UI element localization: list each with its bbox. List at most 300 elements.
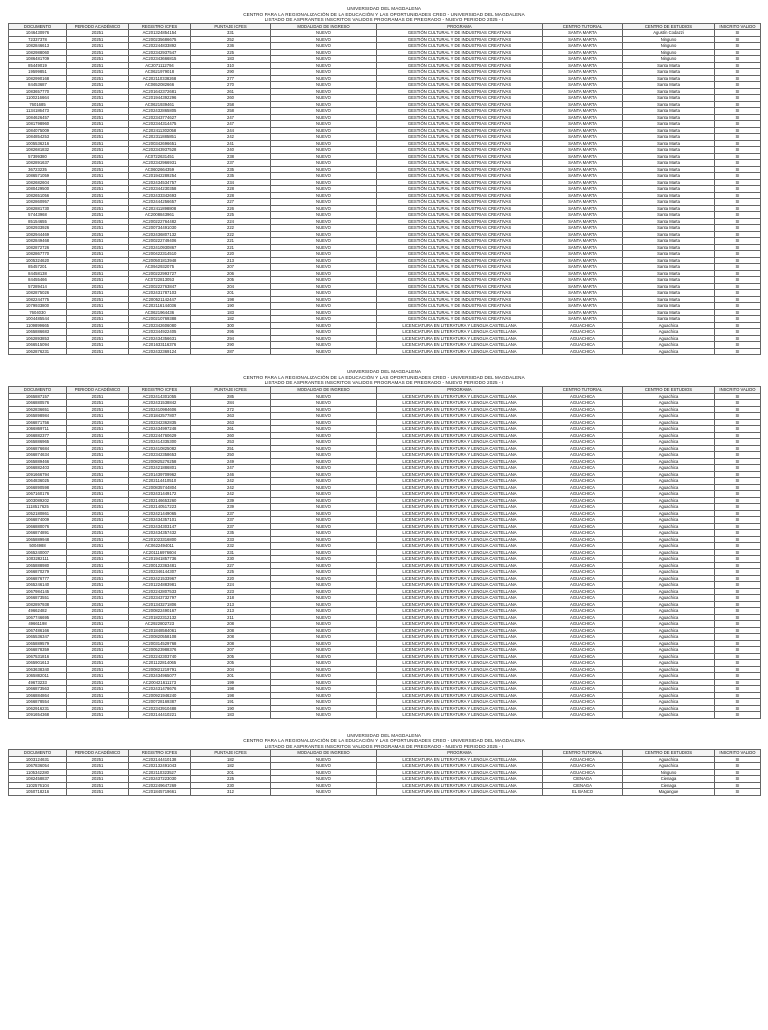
table-cell: Aguachica bbox=[623, 432, 715, 439]
table-cell: 1062893853 bbox=[9, 335, 67, 342]
table-cell: Santa Marta bbox=[623, 114, 715, 121]
table-cell: AC202249647269 bbox=[129, 782, 191, 789]
table-cell: AGUACHICA bbox=[543, 329, 623, 336]
table-cell: SI bbox=[715, 458, 761, 465]
listing-section bbox=[8, 6, 760, 355]
table-cell: NUEVO bbox=[271, 666, 377, 673]
table-cell: SANTA MARTA bbox=[543, 140, 623, 147]
table-cell: AC202344230358 bbox=[129, 186, 191, 193]
table-cell: 233 bbox=[191, 536, 271, 543]
column-header: PROGRAMA bbox=[377, 23, 543, 30]
table-cell: 20251 bbox=[67, 238, 129, 245]
table-cell: AC202431538842 bbox=[129, 400, 191, 407]
table-cell: LICENCIATURA EN LITERATURA Y LENGUA CASTELLANA bbox=[377, 712, 543, 719]
table-cell: AGUACHICA bbox=[543, 705, 623, 712]
table-cell: 1082891637 bbox=[9, 160, 67, 167]
table-cell: 182 bbox=[191, 756, 271, 763]
table-cell: SANTA MARTA bbox=[543, 82, 623, 89]
table-cell: 20251 bbox=[67, 621, 129, 628]
table-cell: AGUACHICA bbox=[543, 413, 623, 420]
header-line1: UNIVERSIDAD DEL MAGDALENA bbox=[346, 732, 422, 738]
table-cell: 20251 bbox=[67, 342, 129, 349]
section-header bbox=[8, 369, 760, 386]
table-cell: 270 bbox=[191, 82, 271, 89]
table-cell: 1084854253 bbox=[9, 134, 67, 141]
table-cell: SI bbox=[715, 173, 761, 180]
table-cell: NUEVO bbox=[271, 588, 377, 595]
table-cell: SI bbox=[715, 205, 761, 212]
table-cell: 1065901613 bbox=[9, 660, 67, 667]
table-cell: SI bbox=[715, 426, 761, 433]
table-cell: AC0621964436 bbox=[129, 309, 191, 316]
table-cell: Santa Marta bbox=[623, 218, 715, 225]
table-cell: 20251 bbox=[67, 588, 129, 595]
table-cell: Aguachica bbox=[623, 439, 715, 446]
table-cell: 1082990168 bbox=[9, 75, 67, 82]
table-cell: AC201122814065 bbox=[129, 660, 191, 667]
column-header: PERIODO ACADÉMICO bbox=[67, 387, 129, 394]
table-cell: SANTA MARTA bbox=[543, 166, 623, 173]
table-cell: GESTIÓN CULTURAL Y DE INDUSTRIAS CREATIVAS bbox=[377, 114, 543, 121]
table-cell: NUEVO bbox=[271, 601, 377, 608]
table-cell: AGUACHICA bbox=[543, 666, 623, 673]
table-cell: NUEVO bbox=[271, 647, 377, 654]
table-cell: AGUACHICA bbox=[543, 673, 623, 680]
column-header: MODALIDAD DE INGRESO bbox=[271, 750, 377, 757]
table-cell: 1082933926 bbox=[9, 225, 67, 232]
table-cell: SI bbox=[715, 647, 761, 654]
table-cell: AGUACHICA bbox=[543, 756, 623, 763]
table-cell: 236 bbox=[191, 43, 271, 50]
table-cell: 20251 bbox=[67, 517, 129, 524]
table-cell: AGUACHICA bbox=[543, 536, 623, 543]
table-cell: Aguachica bbox=[623, 497, 715, 504]
table-cell: 1082872726 bbox=[9, 244, 67, 251]
table-cell: 20251 bbox=[67, 231, 129, 238]
table-cell: 183 bbox=[191, 56, 271, 63]
table-cell: Aguachica bbox=[623, 595, 715, 602]
table-cell: 201 bbox=[191, 290, 271, 297]
table-cell: 20251 bbox=[67, 419, 129, 426]
table-cell: 20251 bbox=[67, 562, 129, 569]
table-cell: 20251 bbox=[67, 114, 129, 121]
table-cell: Santa Marta bbox=[623, 186, 715, 193]
table-cell: SI bbox=[715, 108, 761, 115]
table-cell: 1065536347 bbox=[9, 634, 67, 641]
table-cell: AC201324854154 bbox=[129, 30, 191, 37]
table-cell: 312 bbox=[191, 789, 271, 796]
column-header: PUNTAJE ICFES bbox=[191, 23, 271, 30]
table-cell: 1067486166 bbox=[9, 627, 67, 634]
table-cell: NUEVO bbox=[271, 419, 377, 426]
table-cell: LICENCIATURA EN LITERATURA Y LENGUA CASTELLANA bbox=[377, 484, 543, 491]
table-cell: AC202410825082 bbox=[129, 445, 191, 452]
table-cell: SI bbox=[715, 296, 761, 303]
table-cell: AC200222763847 bbox=[129, 283, 191, 290]
table-cell: AC2008843961 bbox=[129, 212, 191, 219]
table-cell: AC202342358653 bbox=[129, 452, 191, 459]
table-cell: Santa Marta bbox=[623, 147, 715, 154]
table-cell: 247 bbox=[191, 121, 271, 128]
table-cell: SI bbox=[715, 30, 761, 37]
table-cell: NUEVO bbox=[271, 88, 377, 95]
table-cell: 20251 bbox=[67, 439, 129, 446]
table-cell: AC200521142447 bbox=[129, 296, 191, 303]
table-cell: AC0621979018 bbox=[129, 69, 191, 76]
table-cell: 222 bbox=[191, 231, 271, 238]
table-cell: AC202431449172 bbox=[129, 491, 191, 498]
table-cell: AC202434303147 bbox=[129, 523, 191, 530]
table-cell: Santa Marta bbox=[623, 199, 715, 206]
table-cell: LICENCIATURA EN LITERATURA Y LENGUA CASTELLANA bbox=[377, 614, 543, 621]
table-cell: 225 bbox=[191, 776, 271, 783]
table-cell: 237 bbox=[191, 523, 271, 530]
table-cell: SANTA MARTA bbox=[543, 244, 623, 251]
table-cell: 242 bbox=[191, 491, 271, 498]
table-cell: AC0942932075 bbox=[129, 264, 191, 271]
table-cell: Aguachica bbox=[623, 322, 715, 329]
table-cell: 1082860957 bbox=[9, 199, 67, 206]
table-cell: NUEVO bbox=[271, 342, 377, 349]
table-cell: 20251 bbox=[67, 582, 129, 589]
table-cell: 20251 bbox=[67, 465, 129, 472]
table-cell: Santa Marta bbox=[623, 192, 715, 199]
table-cell: LICENCIATURA EN LITERATURA Y LENGUA CASTELLANA bbox=[377, 465, 543, 472]
table-cell: 20251 bbox=[67, 212, 129, 219]
table-cell: GESTIÓN CULTURAL Y DE INDUSTRIAS CREATIVAS bbox=[377, 30, 543, 37]
table-cell: LICENCIATURA EN LITERATURA Y LENGUA CASTELLANA bbox=[377, 497, 543, 504]
table-cell: GESTIÓN CULTURAL Y DE INDUSTRIAS CREATIVAS bbox=[377, 49, 543, 56]
table-cell: 20251 bbox=[67, 43, 129, 50]
table-cell: 20251 bbox=[67, 95, 129, 102]
table-cell: LICENCIATURA EN LITERATURA Y LENGUA CASTELLANA bbox=[377, 679, 543, 686]
table-cell: SANTA MARTA bbox=[543, 108, 623, 115]
table-cell: NUEVO bbox=[271, 303, 377, 310]
table-cell: SI bbox=[715, 238, 761, 245]
table-cell: 20251 bbox=[67, 134, 129, 141]
table-cell: SI bbox=[715, 679, 761, 686]
table-cell: 205 bbox=[191, 660, 271, 667]
table-cell: NUEVO bbox=[271, 49, 377, 56]
table-cell: NUEVO bbox=[271, 491, 377, 498]
table-cell: NUEVO bbox=[271, 127, 377, 134]
table-cell: GESTIÓN CULTURAL Y DE INDUSTRIAS CREATIVAS bbox=[377, 251, 543, 258]
table-cell: AGUACHICA bbox=[543, 595, 623, 602]
table-cell: 20251 bbox=[67, 640, 129, 647]
table-cell: 20251 bbox=[67, 595, 129, 602]
table-cell: 263 bbox=[191, 419, 271, 426]
table-cell: NUEVO bbox=[271, 160, 377, 167]
table-cell: 20251 bbox=[67, 309, 129, 316]
table-cell: 241 bbox=[191, 140, 271, 147]
table-cell: 221 bbox=[191, 244, 271, 251]
table-cell: SI bbox=[715, 316, 761, 323]
table-cell: GESTIÓN CULTURAL Y DE INDUSTRIAS CREATIVAS bbox=[377, 121, 543, 128]
table-cell: NUEVO bbox=[271, 322, 377, 329]
table-cell: Santa Marta bbox=[623, 270, 715, 277]
table-cell: Santa Marta bbox=[623, 140, 715, 147]
table-cell: AGUACHICA bbox=[543, 582, 623, 589]
table-cell: NUEVO bbox=[271, 166, 377, 173]
table-cell: 1066882377 bbox=[9, 432, 67, 439]
table-cell: SANTA MARTA bbox=[543, 69, 623, 76]
table-cell: GESTIÓN CULTURAL Y DE INDUSTRIAS CREATIVAS bbox=[377, 270, 543, 277]
table-cell: NUEVO bbox=[271, 575, 377, 582]
table-cell: AC200501813948 bbox=[129, 257, 191, 264]
table-cell: 1066882403 bbox=[9, 465, 67, 472]
table-row bbox=[9, 789, 761, 796]
table-cell: Santa Marta bbox=[623, 127, 715, 134]
table-cell: NUEVO bbox=[271, 627, 377, 634]
table-cell: NUEVO bbox=[271, 173, 377, 180]
table-cell: AC202433342693 bbox=[129, 192, 191, 199]
table-cell: 253 bbox=[191, 439, 271, 446]
table-cell: SANTA MARTA bbox=[543, 30, 623, 37]
table-cell: Santa Marta bbox=[623, 244, 715, 251]
table-cell: 20251 bbox=[67, 56, 129, 63]
table-cell: NUEVO bbox=[271, 30, 377, 37]
table-cell: 1080429500 bbox=[9, 186, 67, 193]
table-cell: 198 bbox=[191, 692, 271, 699]
table-cell: SI bbox=[715, 231, 761, 238]
table-cell: NUEVO bbox=[271, 769, 377, 776]
table-cell: AC202414335300 bbox=[129, 439, 191, 446]
table-cell: AGUACHICA bbox=[543, 699, 623, 706]
table-cell: AC2071112794 bbox=[129, 62, 191, 69]
table-cell: AC202242807533 bbox=[129, 588, 191, 595]
table-cell: 1105342280 bbox=[9, 769, 67, 776]
table-cell: NUEVO bbox=[271, 782, 377, 789]
table-cell: Santa Marta bbox=[623, 212, 715, 219]
table-cell: GESTIÓN CULTURAL Y DE INDUSTRIAS CREATIVAS bbox=[377, 244, 543, 251]
table-cell: LICENCIATURA EN LITERATURA Y LENGUA CASTELLANA bbox=[377, 510, 543, 517]
table-cell: SANTA MARTA bbox=[543, 309, 623, 316]
table-cell: Santa Marta bbox=[623, 134, 715, 141]
table-cell: SI bbox=[715, 342, 761, 349]
table-cell: 20251 bbox=[67, 251, 129, 258]
table-cell: 1091654368 bbox=[9, 712, 67, 719]
listing-section bbox=[8, 369, 760, 718]
table-cell: Aguachica bbox=[623, 510, 715, 517]
table-cell: Aguachica bbox=[623, 634, 715, 641]
table-cell: GESTIÓN CULTURAL Y DE INDUSTRIAS CREATIVAS bbox=[377, 43, 543, 50]
table-cell: 239 bbox=[191, 497, 271, 504]
table-cell: Santa Marta bbox=[623, 173, 715, 180]
table-cell: Aguachica bbox=[623, 686, 715, 693]
table-cell: AC200523988376 bbox=[129, 647, 191, 654]
column-header: PERIODO ACADÉMICO bbox=[67, 23, 129, 30]
table-cell: SI bbox=[715, 517, 761, 524]
table-cell: 20251 bbox=[67, 303, 129, 310]
column-header: CENTRO DE ESTUDIOS bbox=[623, 750, 715, 757]
table-cell: 85457201 bbox=[9, 264, 67, 271]
table-cell: 310 bbox=[191, 62, 271, 69]
table-cell: AGUACHICA bbox=[543, 556, 623, 563]
table-cell: 220 bbox=[191, 251, 271, 258]
table-cell: Santa Marta bbox=[623, 62, 715, 69]
table-cell: GESTIÓN CULTURAL Y DE INDUSTRIAS CREATIVAS bbox=[377, 316, 543, 323]
table-cell: Aguachica bbox=[623, 329, 715, 336]
table-cell: 226 bbox=[191, 205, 271, 212]
table-cell: 1082651056 bbox=[9, 192, 67, 199]
table-cell: SANTA MARTA bbox=[543, 231, 623, 238]
table-cell: 20251 bbox=[67, 218, 129, 225]
column-header: REGISTRO ICFES bbox=[129, 23, 191, 30]
table-cell: AGUACHICA bbox=[543, 452, 623, 459]
table-cell: 221 bbox=[191, 238, 271, 245]
table-cell: SI bbox=[715, 225, 761, 232]
table-cell: Santa Marta bbox=[623, 277, 715, 284]
table-cell: GESTIÓN CULTURAL Y DE INDUSTRIAS CREATIVAS bbox=[377, 192, 543, 199]
table-cell: AGUACHICA bbox=[543, 562, 623, 569]
table-cell: 247 bbox=[191, 114, 271, 121]
table-cell: AC202311885851 bbox=[129, 134, 191, 141]
table-cell: Santa Marta bbox=[623, 82, 715, 89]
table-cell: 235 bbox=[191, 173, 271, 180]
table-cell: NUEVO bbox=[271, 95, 377, 102]
table-cell: AC201942289254 bbox=[129, 173, 191, 180]
table-cell: 1066874891 bbox=[9, 530, 67, 537]
table-cell: SI bbox=[715, 510, 761, 517]
table-cell: 20251 bbox=[67, 166, 129, 173]
column-header: DOCUMENTO bbox=[9, 387, 67, 394]
table-cell: 294 bbox=[191, 335, 271, 342]
table-cell: SANTA MARTA bbox=[543, 296, 623, 303]
table-cell: NUEVO bbox=[271, 316, 377, 323]
table-cell: SI bbox=[715, 309, 761, 316]
column-header: PERIODO ACADÉMICO bbox=[67, 750, 129, 757]
table-cell: AC202421449065 bbox=[129, 510, 191, 517]
table-cell: LICENCIATURA EN LITERATURA Y LENGUA CASTELLANA bbox=[377, 692, 543, 699]
table-cell: 1062876231 bbox=[9, 348, 67, 355]
table-cell: 20251 bbox=[67, 666, 129, 673]
table-cell: 20251 bbox=[67, 478, 129, 485]
table-cell: NUEVO bbox=[271, 705, 377, 712]
table-cell: NUEVO bbox=[271, 484, 377, 491]
table-cell: 20251 bbox=[67, 322, 129, 329]
table-cell: 20251 bbox=[67, 270, 129, 277]
table-cell: 237 bbox=[191, 510, 271, 517]
table-cell: Cienaga bbox=[623, 776, 715, 783]
table-cell: LICENCIATURA EN LITERATURA Y LENGUA CASTELLANA bbox=[377, 504, 543, 511]
table-cell: SI bbox=[715, 776, 761, 783]
table-cell: SANTA MARTA bbox=[543, 62, 623, 69]
column-header: MODALIDAD DE INGRESO bbox=[271, 23, 377, 30]
table-cell: NUEVO bbox=[271, 478, 377, 485]
table-cell: 1082244775 bbox=[9, 296, 67, 303]
table-cell: 201 bbox=[191, 673, 271, 680]
table-cell: LICENCIATURA EN LITERATURA Y LENGUA CASTELLANA bbox=[377, 640, 543, 647]
table-cell: Aguachica bbox=[623, 445, 715, 452]
table-cell: NUEVO bbox=[271, 186, 377, 193]
table-cell: SI bbox=[715, 400, 761, 407]
table-cell: 1067531816 bbox=[9, 653, 67, 660]
column-header: PUNTAJE ICFES bbox=[191, 387, 271, 394]
table-cell: AC201941857736 bbox=[129, 556, 191, 563]
table-cell: SI bbox=[715, 303, 761, 310]
table-cell: Santa Marta bbox=[623, 166, 715, 173]
table-cell: AC0622494011 bbox=[129, 543, 191, 550]
table-cell: SANTA MARTA bbox=[543, 114, 623, 121]
table-cell: 1065888980 bbox=[9, 562, 67, 569]
table-cell: AGUACHICA bbox=[543, 458, 623, 465]
table-cell: SI bbox=[715, 595, 761, 602]
table-cell: AC202343910488 bbox=[129, 705, 191, 712]
column-header: REGISTRO ICFES bbox=[129, 750, 191, 757]
table-cell: 1082988060 bbox=[9, 49, 67, 56]
table-cell: SI bbox=[715, 244, 761, 251]
table-cell: SI bbox=[715, 556, 761, 563]
table-cell: 261 bbox=[191, 426, 271, 433]
table-cell: AGUACHICA bbox=[543, 712, 623, 719]
table-cell: LICENCIATURA EN LITERATURA Y LENGUA CASTELLANA bbox=[377, 471, 543, 478]
table-cell: LICENCIATURA EN LITERATURA Y LENGUA CASTELLANA bbox=[377, 769, 543, 776]
table-cell: AC202343732797 bbox=[129, 595, 191, 602]
table-cell: AC202244760629 bbox=[129, 432, 191, 439]
table-cell: 1062836651 bbox=[9, 406, 67, 413]
table-cell: SANTA MARTA bbox=[543, 218, 623, 225]
column-header: CENTRO TUTORIAL bbox=[543, 23, 623, 30]
table-cell: 1091666794 bbox=[9, 471, 67, 478]
table-cell: Aguachica bbox=[623, 575, 715, 582]
table-cell: 232 bbox=[191, 543, 271, 550]
table-cell: AC201848584061 bbox=[129, 627, 191, 634]
table-cell: AC201944392296 bbox=[129, 95, 191, 102]
table-cell: AGUACHICA bbox=[543, 465, 623, 472]
table-cell: 20251 bbox=[67, 69, 129, 76]
table-cell: Aguachica bbox=[623, 536, 715, 543]
table-cell: SI bbox=[715, 95, 761, 102]
table-cell: 1086571059 bbox=[9, 173, 67, 180]
table-cell: 244 bbox=[191, 127, 271, 134]
table-cell: AC201439709962 bbox=[129, 471, 191, 478]
table-cell: AGUACHICA bbox=[543, 763, 623, 770]
header-line1: UNIVERSIDAD DEL MAGDALENA bbox=[346, 369, 422, 375]
table-cell: AC200210769388 bbox=[129, 316, 191, 323]
table-cell: SI bbox=[715, 705, 761, 712]
table-cell: Santa Marta bbox=[623, 316, 715, 323]
table-cell: NUEVO bbox=[271, 679, 377, 686]
table-cell: AC202411302058 bbox=[129, 127, 191, 134]
table-cell: SANTA MARTA bbox=[543, 225, 623, 232]
table-cell: AC202140517223 bbox=[129, 504, 191, 511]
table-cell: AC201116976604 bbox=[129, 549, 191, 556]
table-cell: SANTA MARTA bbox=[543, 290, 623, 297]
table-cell: AC0602664359 bbox=[129, 166, 191, 173]
table-cell: NUEVO bbox=[271, 640, 377, 647]
table-cell: 1003282111 bbox=[9, 556, 67, 563]
table-cell: Aguachica bbox=[623, 452, 715, 459]
table-cell: GESTIÓN CULTURAL Y DE INDUSTRIAS CREATIVAS bbox=[377, 62, 543, 69]
table-cell: Aguachica bbox=[623, 549, 715, 556]
table-cell: SANTA MARTA bbox=[543, 160, 623, 167]
table-cell: NUEVO bbox=[271, 238, 377, 245]
table-cell: 20251 bbox=[67, 413, 129, 420]
table-cell: NUEVO bbox=[271, 653, 377, 660]
table-cell: 183 bbox=[191, 712, 271, 719]
table-cell: 263 bbox=[191, 413, 271, 420]
table-cell: Santa Marta bbox=[623, 88, 715, 95]
table-cell: NUEVO bbox=[271, 140, 377, 147]
table-cell: LICENCIATURA EN LITERATURA Y LENGUA CASTELLANA bbox=[377, 595, 543, 602]
table-cell: 20251 bbox=[67, 458, 129, 465]
table-cell: SANTA MARTA bbox=[543, 238, 623, 245]
table-cell: NUEVO bbox=[271, 62, 377, 69]
table-cell: LICENCIATURA EN LITERATURA Y LENGUA CASTELLANA bbox=[377, 523, 543, 530]
table-cell: GESTIÓN CULTURAL Y DE INDUSTRIAS CREATIVAS bbox=[377, 264, 543, 271]
table-cell: 20251 bbox=[67, 497, 129, 504]
table-cell: 49662482 bbox=[9, 608, 67, 615]
